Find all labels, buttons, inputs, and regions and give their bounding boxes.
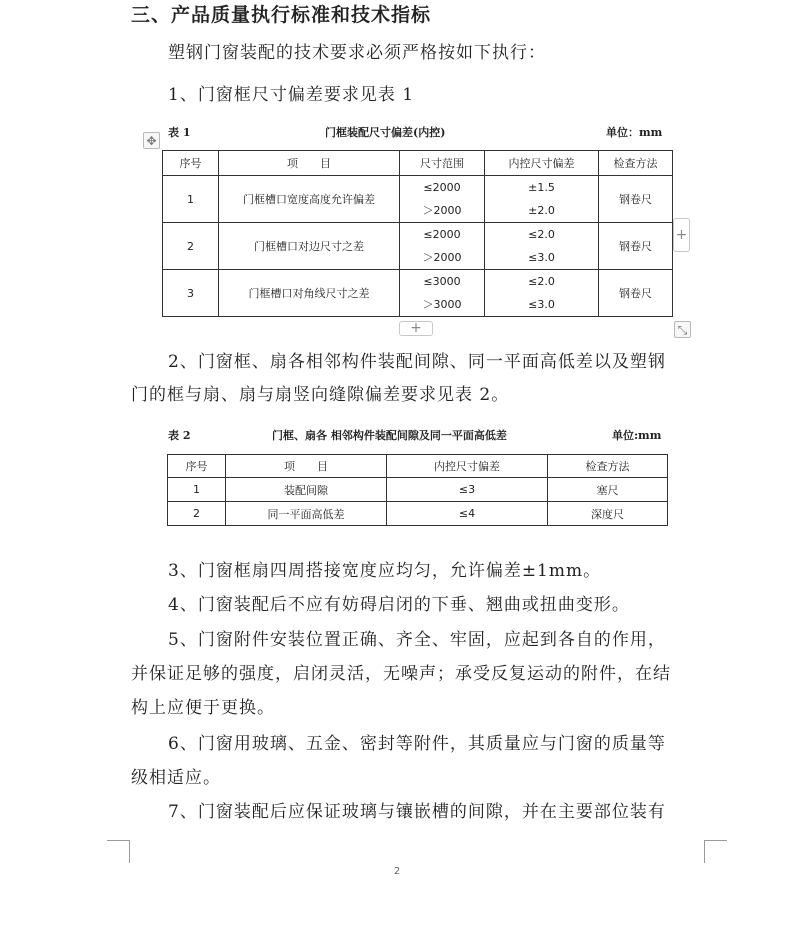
item-2-paragraph-line1: 2、门窗框、扇各相邻构件装配间隙、同一平面高低差以及塑钢 <box>168 352 666 372</box>
range-value: ≤2000 <box>423 181 461 194</box>
row-number: 3 <box>163 270 219 317</box>
table1-header-cell: 序号 <box>163 151 219 176</box>
item-3-paragraph: 3、门窗框扇四周搭接宽度应均匀，允许偏差±1mm。 <box>168 561 602 581</box>
range-value: ≤2000 <box>423 228 461 241</box>
row-number: 2 <box>168 502 226 526</box>
row-item: 门框槽口对边尺寸之差 <box>219 223 400 270</box>
table2 <box>167 454 668 526</box>
table-resize-icon[interactable]: ⤡ <box>674 321 691 338</box>
table2-label: 表 2 <box>168 429 191 442</box>
table-row <box>168 478 668 502</box>
item-6-paragraph-line2: 级相适应。 <box>131 768 221 788</box>
table1-header-cell: 项 目 <box>219 151 400 176</box>
range-value: ＞2000 <box>422 204 462 217</box>
margin-corner-left <box>107 840 130 863</box>
row-deviation <box>485 270 599 317</box>
item-6-paragraph-line1: 6、门窗用玻璃、五金、密封等附件，其质量应与门窗的质量等 <box>168 734 666 754</box>
table1-header-row <box>163 151 673 176</box>
margin-corner-right <box>704 840 727 863</box>
deviation-value: ≤2.0 <box>528 228 555 241</box>
table1 <box>162 150 673 317</box>
item-7-paragraph-line1: 7、门窗装配后应保证玻璃与镶嵌槽的间隙，并在主要部位装有 <box>168 802 666 822</box>
row-method: 深度尺 <box>548 502 668 526</box>
row-deviation <box>485 176 599 223</box>
table-row <box>163 176 673 223</box>
section-heading: 三、产品质量执行标准和技术指标 <box>131 4 432 26</box>
deviation-value: ≤3.0 <box>528 298 555 311</box>
add-column-icon[interactable]: + <box>673 218 690 252</box>
table1-label: 表 1 <box>168 126 191 139</box>
row-method: 钢卷尺 <box>599 176 673 223</box>
item-1-paragraph: 1、门窗框尺寸偏差要求见表 1 <box>168 85 415 105</box>
row-range <box>400 270 485 317</box>
deviation-value: ≤2.0 <box>528 275 555 288</box>
intro-paragraph: 塑钢门窗装配的技术要求必须严格按如下执行： <box>168 43 546 63</box>
table-row <box>163 223 673 270</box>
row-method: 塞尺 <box>548 478 668 502</box>
page-number: 2 <box>393 866 401 877</box>
table1-header-cell: 尺寸范围 <box>400 151 485 176</box>
row-item: 门框槽口宽度高度允许偏差 <box>219 176 400 223</box>
table1-header-cell: 内控尺寸偏差 <box>485 151 599 176</box>
row-number: 2 <box>163 223 219 270</box>
item-5-paragraph-line3: 构上应便于更换。 <box>131 698 275 718</box>
table-move-handle-icon[interactable]: ✥ <box>143 132 160 149</box>
row-item: 门框槽口对角线尺寸之差 <box>219 270 400 317</box>
deviation-value: ±1.5 <box>528 181 555 194</box>
range-value: ＞3000 <box>422 298 462 311</box>
row-item: 同一平面高低差 <box>226 502 387 526</box>
row-number: 1 <box>163 176 219 223</box>
row-range <box>400 223 485 270</box>
row-range <box>400 176 485 223</box>
deviation-value: ±2.0 <box>528 204 555 217</box>
table1-unit: 单位：mm <box>606 126 663 139</box>
table2-title: 门框、扇各 相邻构件装配间隙及同一平面高低差 <box>272 429 507 442</box>
table2-header-cell: 检查方法 <box>548 455 668 478</box>
range-value: ＞2000 <box>422 251 462 264</box>
row-item: 装配间隙 <box>226 478 387 502</box>
item-5-paragraph-line1: 5、门窗附件安装位置正确、齐全、牢固，应起到各自的作用， <box>168 630 666 650</box>
table1-header-cell: 检查方法 <box>599 151 673 176</box>
table-row <box>163 270 673 317</box>
item-4-paragraph: 4、门窗装配后不应有妨碍启闭的下垂、翘曲或扭曲变形。 <box>168 595 630 615</box>
range-value: ≤3000 <box>423 275 461 288</box>
table2-header-cell: 内控尺寸偏差 <box>387 455 548 478</box>
table-row <box>168 502 668 526</box>
table2-header-row <box>168 455 668 478</box>
add-row-icon[interactable]: + <box>399 321 433 336</box>
row-method: 钢卷尺 <box>599 270 673 317</box>
item-2-paragraph-line2: 门的框与扇、扇与扇竖向缝隙偏差要求见表 2。 <box>131 385 510 405</box>
item-5-paragraph-line2: 并保证足够的强度，启闭灵活，无噪声；承受反复运动的附件，在结 <box>131 664 671 684</box>
table2-header-cell: 项 目 <box>226 455 387 478</box>
row-method: 钢卷尺 <box>599 223 673 270</box>
row-deviation: ≤4 <box>387 502 548 526</box>
deviation-value: ≤3.0 <box>528 251 555 264</box>
row-deviation: ≤3 <box>387 478 548 502</box>
table2-header-cell: 序号 <box>168 455 226 478</box>
table1-title: 门框装配尺寸偏差(内控) <box>325 126 446 139</box>
row-number: 1 <box>168 478 226 502</box>
row-deviation <box>485 223 599 270</box>
table2-unit: 单位:mm <box>612 429 662 442</box>
